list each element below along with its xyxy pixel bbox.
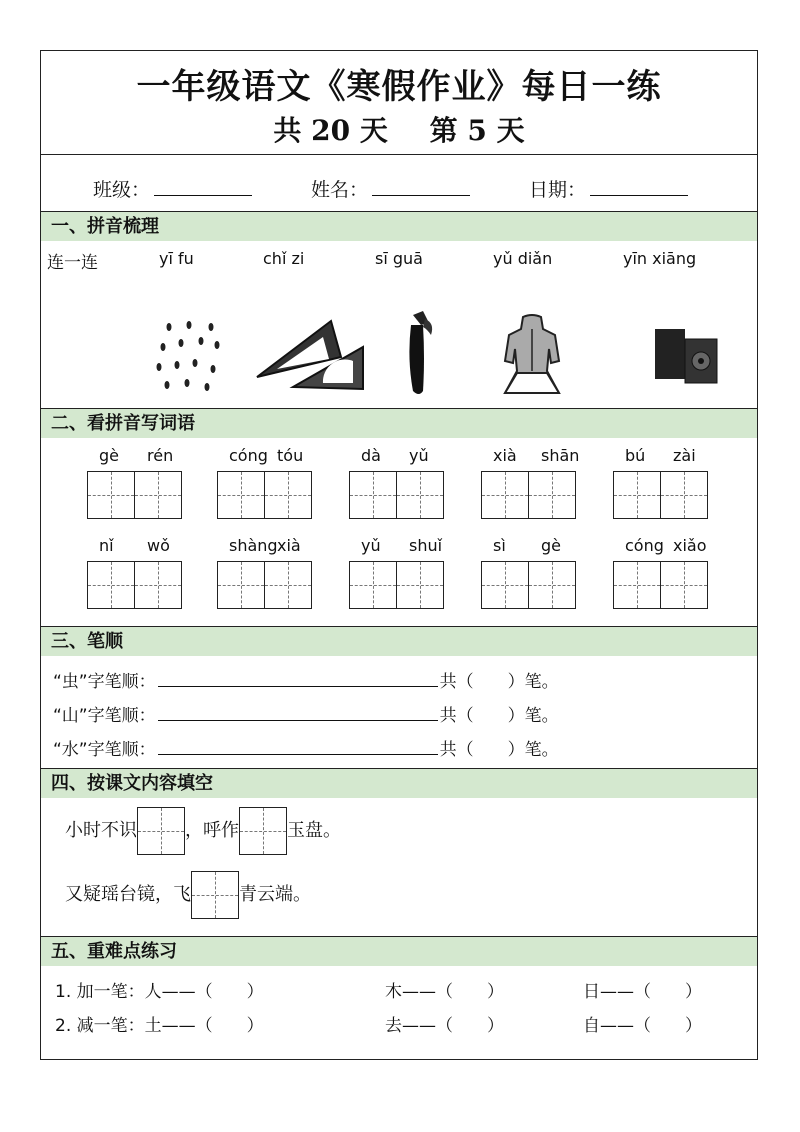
char-cell[interactable] [660,471,708,519]
char-cell[interactable] [613,471,661,519]
pinyin-label: chǐ zi [263,249,305,268]
pinyin-syllable: dà [361,446,381,465]
pinyin-syllable: sì [493,536,506,555]
stroke-blank[interactable] [158,706,438,721]
section-fill-title: 四、按课文内容填空 [41,768,757,798]
pinyin-label: sī guā [375,249,423,268]
date-field[interactable]: 日期： [529,175,688,202]
pinyin-syllable: zài [673,446,696,465]
char-cell[interactable] [217,471,265,519]
char-cell[interactable] [528,471,576,519]
char-cell[interactable] [481,471,529,519]
char-cell[interactable] [264,561,312,609]
stroke-row[interactable]: “山”字笔顺： 共（ ）笔。 [53,706,559,726]
char-cell[interactable] [217,561,265,609]
section-stroke-title: 三、笔顺 [41,626,757,656]
day-counter [41,109,757,149]
raindrops-image [151,317,231,397]
exercise-item[interactable]: 2. 减一笔：土——（ ） [55,1016,264,1036]
stroke-row[interactable]: “虫”字笔顺： 共（ ）笔。 [53,672,559,692]
stroke-row[interactable]: “水”字笔顺： 共（ ）笔。 [53,740,559,760]
exercise-item[interactable]: 木——（ ） [385,982,504,1002]
instruction-connect: 连一连 [47,253,98,273]
word-box[interactable] [217,471,312,519]
pinyin-label: yīn xiāng [623,249,697,268]
word-box[interactable] [349,561,444,609]
pinyin-syllable: xià [277,536,301,555]
rulers-image [253,317,373,397]
clothes-image [497,313,567,403]
word-box[interactable] [613,561,708,609]
char-cell[interactable] [134,471,182,519]
poem-line-1: 小时不识 ，呼作 玉盘。 [65,807,341,855]
pinyin-syllable: tóu [277,446,304,465]
date-blank[interactable] [590,177,688,196]
exercise-item[interactable]: 自——（ ） [583,1016,702,1036]
pinyin-syllable: rén [147,446,174,465]
pinyin-syllable: cóng [229,446,268,465]
stroke-blank[interactable] [158,740,438,755]
char-box[interactable] [191,871,239,919]
stroke-blank[interactable] [158,672,438,687]
pinyin-syllable: cóng [625,536,664,555]
divider [41,154,757,155]
poem-line-2: 又疑瑶台镜，飞 青云端。 [65,871,311,919]
pinyin-syllable: gè [541,536,561,555]
pinyin-label: yī fu [159,249,194,268]
char-cell[interactable] [481,561,529,609]
word-box[interactable] [349,471,444,519]
pinyin-syllable: nǐ [99,536,114,555]
char-cell[interactable] [613,561,661,609]
char-box[interactable] [137,807,185,855]
class-blank[interactable] [154,177,252,196]
name-field[interactable]: 姓名： [311,175,470,202]
pinyin-syllable: shān [541,446,580,465]
word-box[interactable] [481,561,576,609]
page-title: 一年级语文《寒假作业》每日一练 [136,67,662,107]
pinyin-syllable: bú [625,446,646,465]
char-cell[interactable] [396,471,444,519]
section-practice-title: 五、重难点练习 [41,936,757,966]
name-blank[interactable] [372,177,470,196]
exercise-item[interactable]: 去——（ ） [385,1016,504,1036]
pinyin-syllable: shuǐ [409,536,443,555]
exercise-item[interactable]: 1. 加一笔：人——（ ） [55,982,264,1002]
worksheet [40,50,758,1060]
speaker-image [653,327,719,385]
pinyin-syllable: wǒ [147,536,170,555]
char-cell[interactable] [349,561,397,609]
class-field[interactable]: 班级： [93,175,252,202]
word-box[interactable] [87,561,182,609]
total-days: 共 20 天 [273,114,388,147]
word-box[interactable] [613,471,708,519]
char-cell[interactable] [87,471,135,519]
pinyin-syllable: xiǎo [673,536,707,555]
loofah-image [399,309,439,399]
char-cell[interactable] [349,471,397,519]
word-box[interactable] [87,471,182,519]
section-write-title: 二、看拼音写词语 [41,408,757,438]
char-box[interactable] [239,807,287,855]
section-pinyin-title: 一、拼音梳理 [41,211,757,241]
char-cell[interactable] [528,561,576,609]
word-box[interactable] [481,471,576,519]
char-cell[interactable] [396,561,444,609]
char-cell[interactable] [660,561,708,609]
pinyin-label: yǔ diǎn [493,249,553,268]
char-cell[interactable] [264,471,312,519]
char-cell[interactable] [134,561,182,609]
word-box[interactable] [217,561,312,609]
pinyin-syllable: yǔ [409,446,429,465]
exercise-item[interactable]: 日——（ ） [583,982,702,1002]
current-day: 第 5 天 [429,114,525,147]
pinyin-syllable: xià [493,446,517,465]
pinyin-syllable: yǔ [361,536,381,555]
pinyin-syllable: gè [99,446,119,465]
char-cell[interactable] [87,561,135,609]
pinyin-syllable: shàng [229,536,278,555]
